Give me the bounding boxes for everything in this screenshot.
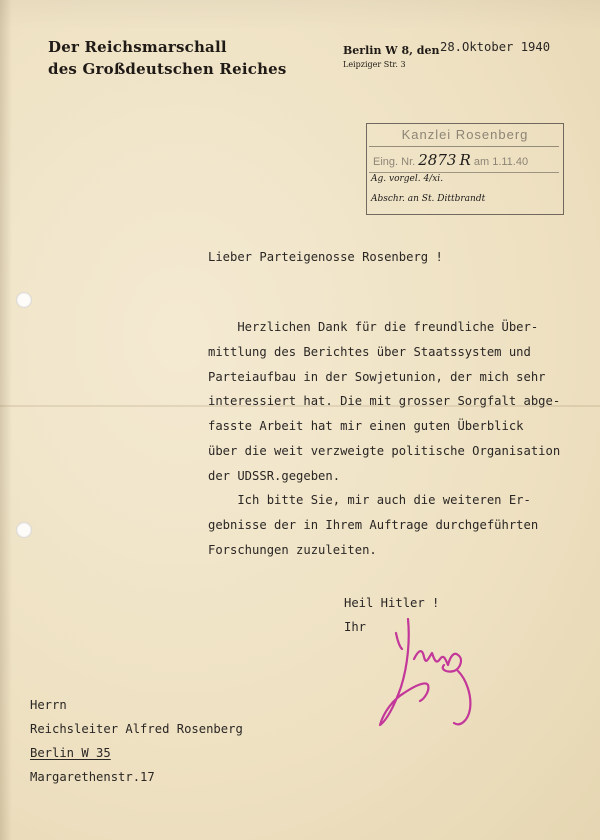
punch-hole-top (16, 292, 32, 308)
stamp-date: am 1.11.40 (473, 156, 529, 168)
stamp-note-1: Ag. vorgel. 4/xi. (371, 174, 444, 184)
body-line: fasste Arbeit hat mir einen guten Überblick (208, 419, 524, 434)
punch-hole-bottom (16, 522, 32, 538)
letterhead-line1: Der Reichsmarschall (48, 38, 227, 56)
stamp-suffix: R (459, 151, 471, 169)
sender-address (343, 44, 439, 69)
body-line: über die weit verzweigte politische Organisation (208, 443, 561, 458)
body-line: gebnisse der in Ihrem Auftrage durchgeführten (208, 517, 539, 532)
recipient-salutation: Herrn (30, 698, 67, 712)
letter-date: 28.Oktober 1940 (440, 40, 551, 54)
body-line: interessiert hat. Die mit grosser Sorgfalt abge- (208, 394, 561, 409)
closing-ihr: Ihr (344, 620, 367, 634)
page-edge-shadow (0, 0, 12, 840)
recipient-city: Berlin W 35 (30, 746, 111, 760)
stamp-number-label: Eing. Nr. (373, 156, 416, 168)
sender-city: Berlin W 8, den (343, 44, 440, 57)
recipient-name: Reichsleiter Alfred Rosenberg (30, 722, 243, 736)
stamp-divider (369, 146, 559, 147)
salutation: Lieber Parteigenosse Rosenberg ! (208, 250, 443, 264)
stamp-entry-row (373, 151, 528, 169)
body-line: mittlung des Berichtes über Staatssystem und (208, 344, 531, 359)
closing-greeting: Heil Hitler ! (344, 596, 440, 610)
receipt-stamp (366, 123, 564, 215)
body-line: Parteiaufbau in der Sowjetunion, der mich sehr (208, 369, 546, 384)
body-line: Herzlichen Dank für die freundliche Über- (208, 320, 539, 334)
sender-street: Leipziger Str. 3 (343, 60, 406, 69)
signature-graphic (374, 613, 484, 731)
recipient-street: Margarethenstr.17 (30, 770, 155, 784)
stamp-title: Kanzlei Rosenberg (401, 127, 529, 142)
body-line: Forschungen zuzuleiten. (208, 542, 377, 557)
letterhead (48, 36, 287, 80)
body-paragraph-2 (208, 488, 538, 562)
stamp-divider-lower (369, 172, 559, 173)
letterhead-line2: des Großdeutschen Reiches (48, 60, 287, 78)
signature-stroke (380, 619, 470, 725)
body-line: der UDSSR.gegeben. (208, 468, 341, 483)
body-line: Ich bitte Sie, mir auch die weiteren Er- (208, 493, 531, 507)
stamp-note-2: Abschr. an St. Dittbrandt (371, 194, 486, 204)
body-paragraph-1 (208, 315, 560, 489)
recipient-address (30, 693, 243, 789)
stamp-number: 2873 (418, 151, 457, 169)
